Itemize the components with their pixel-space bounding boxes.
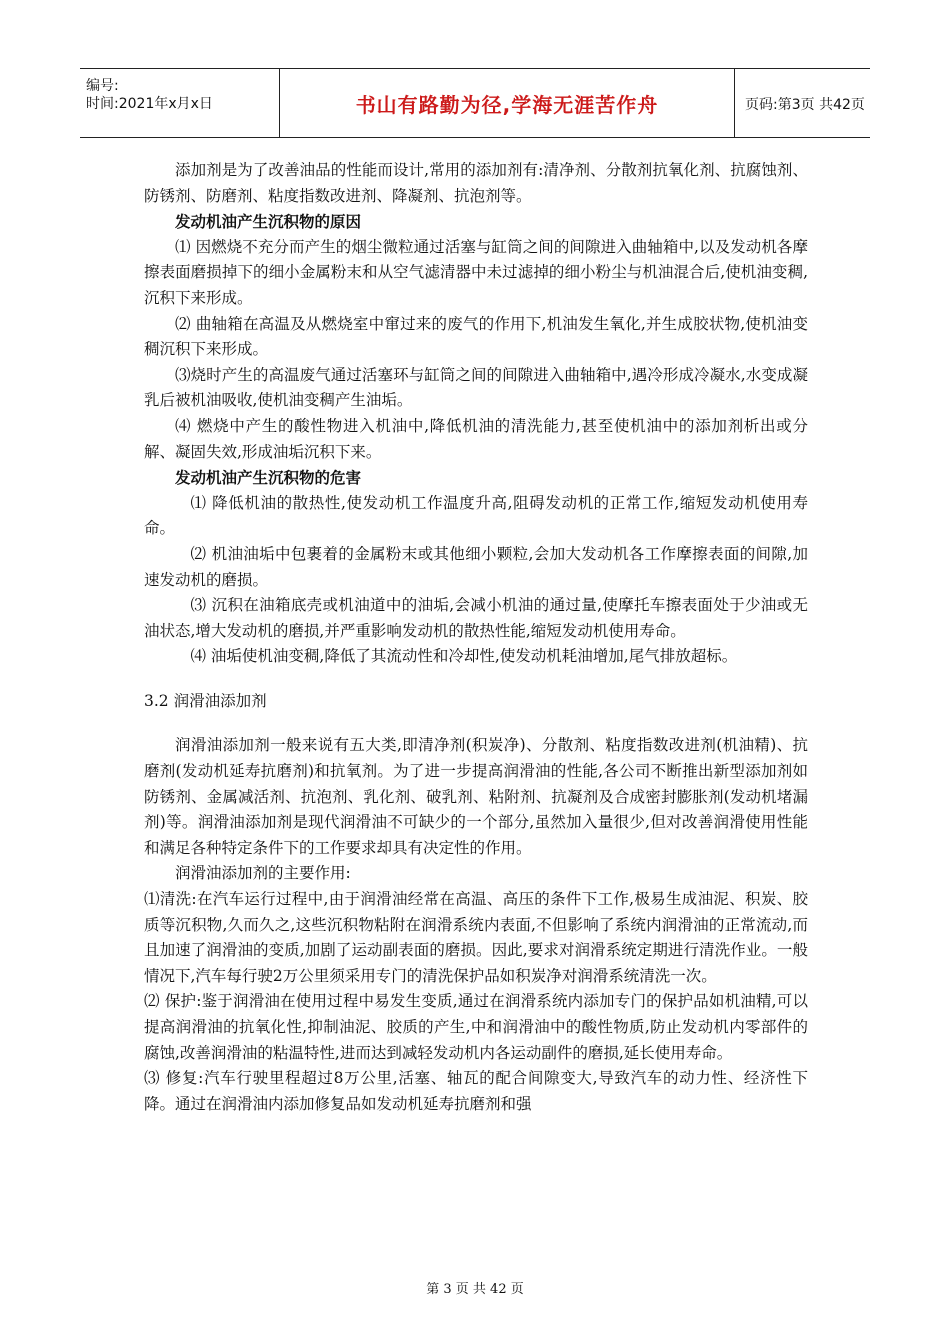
page-footer: 第 3 页 共 42 页 <box>426 1282 524 1297</box>
header-meta-cell <box>80 69 280 137</box>
document-number-label: 编号: <box>86 78 119 94</box>
list-item-function-cleaning: ⑴清洗:在汽车运行过程中,由于润滑油经常在高温、高压的条件下工作,极易生成油泥、积炭、胶质等沉积物,久而久之,这些沉积物粘附在润滑系统内表面,不但影响了系统内润滑油的正常流动,而且加速了润滑油的变质,加剧了运动副表面的磨损。因此,要求对润滑系统定期进行清洗作业。一般情况下,汽车每行驶2万公里须采用专门的清洗保护品如积炭净对润滑系统清洗一次。 <box>144 890 808 985</box>
document-body <box>144 158 808 1117</box>
header-page-code: 页码:第3页 共42页 <box>745 97 865 113</box>
heading-deposit-causes: 发动机油产生沉积物的原因 <box>175 212 362 232</box>
list-item-cause-1: ⑴ 因燃烧不充分而产生的烟尘微粒通过活塞与缸筒之间的间隙进入曲轴箱中,以及发动机各摩擦表面磨损掉下的细小金属粉末和从空气滤清器中未过滤掉的细小粉尘与机油混合后,使机油变稠,沉积下来形成。 <box>144 237 808 307</box>
header-page-cell <box>735 69 870 137</box>
document-time-label: 时间:2021年x月x日 <box>86 96 213 112</box>
list-item-hazard-2: ⑵ 机油油垢中包裹着的金属粉末或其他细小颗粒,会加大发动机各工作摩擦表面的间隙,加速发动机的磨损。 <box>144 544 808 589</box>
list-item-function-protection: ⑵ 保护:鉴于润滑油在使用过程中易发生变质,通过在润滑系统内添加专门的保护品如机油精,可以提高润滑油的抗氧化性,抑制油泥、胶质的产生,中和润滑油中的酸性物质,防止发动机内零部件的腐蚀,改善润滑油的粘温特性,进而达到减轻发动机内各运动副件的磨损,延长使用寿命。 <box>144 992 808 1062</box>
heading-deposit-hazards: 发动机油产生沉积物的危害 <box>175 468 362 488</box>
header-motto-cell <box>280 69 735 137</box>
list-item-hazard-1: ⑴ 降低机油的散热性,使发动机工作温度升高,阻碍发动机的正常工作,缩短发动机使用寿命。 <box>144 493 808 538</box>
list-item-function-repair: ⑶ 修复:汽车行驶里程超过8万公里,活塞、轴瓦的配合间隙变大,导致汽车的动力性、经济性下降。通过在润滑油内添加修复品如发动机延寿抗磨剂和强 <box>144 1069 808 1113</box>
list-item-hazard-3: ⑶ 沉积在油箱底壳或机油道中的油垢,会减小机油的通过量,使摩托车擦表面处于少油或无油状态,增大发动机的磨损,并严重影响发动机的散热性能,缩短发动机使用寿命。 <box>144 596 808 640</box>
section-heading-3-2: 3.2 润滑油添加剂 <box>144 691 267 710</box>
page-header <box>80 68 870 138</box>
list-item-hazard-4: ⑷ 油垢使机油变稠,降低了其流动性和冷却性,使发动机耗油增加,尾气排放超标。 <box>190 647 738 666</box>
paragraph-additive-intro: 添加剂是为了改善油品的性能而设计,常用的添加剂有:清净剂、分散剂抗氧化剂、抗腐蚀剂、防锈剂、防磨剂、粘度指数改进剂、降凝剂、抗泡剂等。 <box>144 161 808 205</box>
list-item-cause-4: ⑷ 燃烧中产生的酸性物进入机油中,降低机油的清洗能力,甚至使机油中的添加剂析出或分解、凝固失效,形成油垢沉积下来。 <box>144 416 808 461</box>
paragraph-additive-types: 润滑油添加剂一般来说有五大类,即清净剂(积炭净)、分散剂、粘度指数改进剂(机油精)、抗磨剂(发动机延寿抗磨剂)和抗氧剂。为了进一步提高润滑油的性能,各公司不断推出新型添加剂如防锈剂、金属减活剂、抗泡剂、乳化剂、破乳剂、粘附剂、抗凝剂及合成密封膨胀剂(发动机堵漏剂)等。润滑油添加剂是现代润滑油不可缺少的一个部分,虽然加入量很少,但对改善润滑使用性能和满足各种特定条件下的工作要求却具有决定性的作用。 <box>144 736 808 857</box>
list-item-cause-2: ⑵ 曲轴箱在高温及从燃烧室中窜过来的废气的作用下,机油发生氧化,并生成胶状物,使机油变稠沉积下来形成。 <box>144 314 808 359</box>
header-motto: 书山有路勤为径,学海无涯苦作舟 <box>355 93 659 117</box>
list-item-cause-3: ⑶烧时产生的高温废气通过活塞环与缸筒之间的间隙进入曲轴箱中,遇冷形成冷凝水,水变成凝乳后被机油吸收,使机油变稠产生油垢。 <box>144 365 808 410</box>
paragraph-main-functions-label: 润滑油添加剂的主要作用: <box>175 864 351 883</box>
